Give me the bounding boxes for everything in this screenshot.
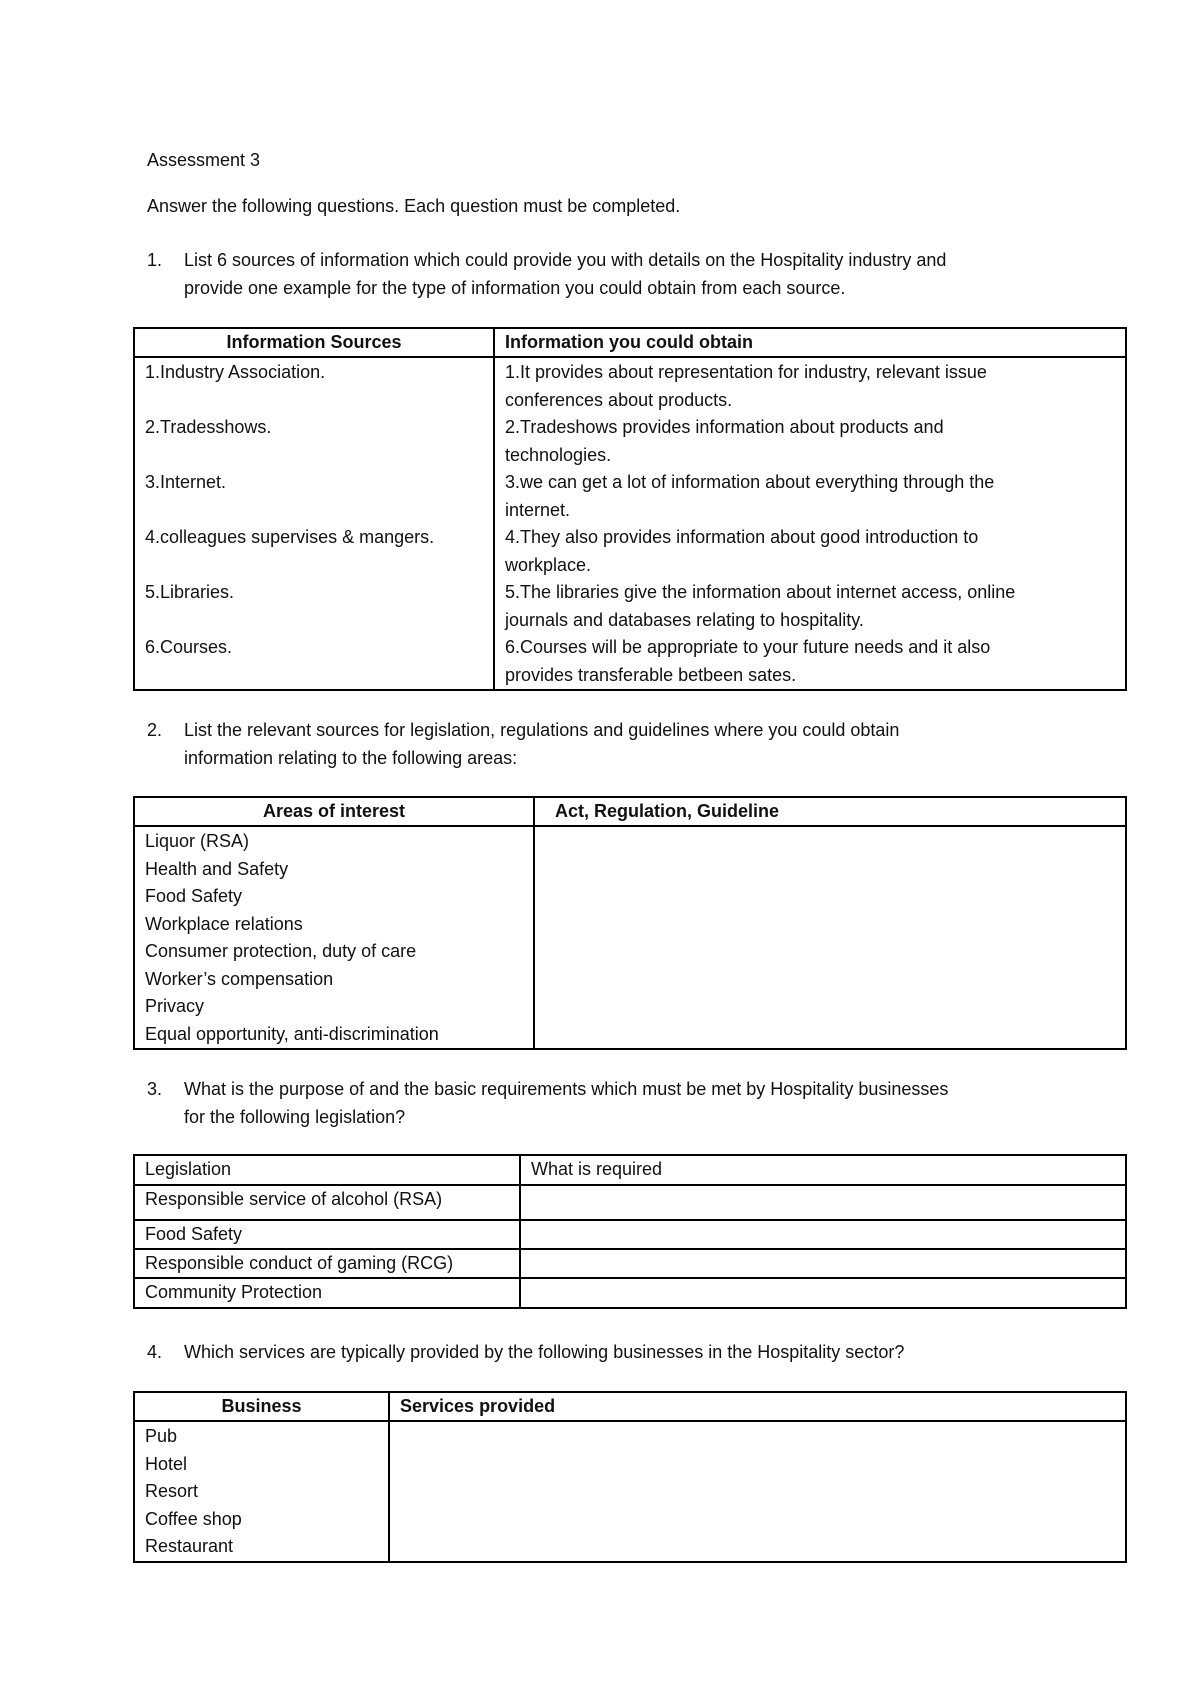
info-line: journals and databases relating to hospitality. — [505, 609, 864, 630]
header-areas-of-interest: Areas of interest — [134, 797, 534, 826]
source-item: 3.Internet. — [145, 472, 227, 492]
table-row — [134, 1249, 1126, 1278]
info-line: provides transferable betbeen sates. — [505, 664, 797, 685]
info-line: 5.The libraries give the information about internet access, online — [505, 582, 1016, 602]
question-3-text-line2: for the following legislation? — [184, 1107, 406, 1127]
question-2-text-line1: List the relevant sources for legislation, regulations and guidelines where you could obtain — [184, 720, 900, 740]
table-header-row — [134, 1392, 1126, 1421]
question-3-text-line1: What is the purpose of and the basic requirements which must be met by Hospitality businesses — [184, 1079, 949, 1099]
info-line: technologies. — [505, 444, 612, 465]
header-legislation: Legislation — [134, 1155, 520, 1185]
header-act-regulation: Act, Regulation, Guideline — [534, 797, 1126, 826]
table-row — [134, 826, 1126, 1049]
legislation-cell: Responsible service of alcohol (RSA) — [134, 1185, 520, 1220]
business-item: Restaurant — [145, 1536, 234, 1556]
table-header-row — [134, 797, 1126, 826]
area-item: Workplace relations — [145, 913, 303, 934]
area-item: Consumer protection, duty of care — [145, 941, 417, 961]
header-what-is-required: What is required — [520, 1155, 1126, 1185]
source-item: 2.Tradesshows. — [145, 417, 272, 437]
info-cell — [494, 357, 1126, 690]
area-item: Equal opportunity, anti-discrimination — [145, 1023, 439, 1044]
question-4-number: 4. — [147, 1342, 163, 1362]
requirement-answer-cell[interactable] — [520, 1278, 1126, 1308]
header-information-obtain: Information you could obtain — [494, 328, 1126, 357]
areas-cell — [134, 826, 534, 1049]
source-item: 1.Industry Association. — [145, 362, 326, 382]
info-line: 1.It provides about representation for industry, relevant issue — [505, 362, 987, 382]
act-regulation-answer-cell[interactable] — [534, 826, 1126, 1049]
header-information-sources: Information Sources — [134, 328, 494, 357]
requirement-answer-cell[interactable] — [520, 1185, 1126, 1220]
business-item: Hotel — [145, 1453, 188, 1474]
area-item: Privacy — [145, 996, 205, 1016]
header-services-provided: Services provided — [389, 1392, 1126, 1421]
table-header-row — [134, 328, 1126, 357]
business-item: Coffee shop — [145, 1508, 242, 1529]
table-areas-of-interest — [133, 796, 1127, 1050]
area-item: Health and Safety — [145, 858, 289, 879]
table-information-sources — [133, 327, 1127, 691]
legislation-cell: Community Protection — [134, 1278, 520, 1308]
table-header-row — [134, 1155, 1126, 1185]
info-line: internet. — [505, 499, 571, 520]
info-line: 6.Courses will be appropriate to your future needs and it also — [505, 637, 991, 657]
source-item: 4.colleagues supervises & mangers. — [145, 527, 435, 547]
services-answer-cell[interactable] — [389, 1421, 1126, 1562]
document-title: Assessment 3 — [147, 150, 261, 170]
source-spacer — [145, 497, 483, 525]
info-line: workplace. — [505, 554, 592, 575]
business-item: Resort — [145, 1481, 199, 1501]
question-2-number: 2. — [147, 720, 163, 740]
area-item: Worker’s compensation — [145, 968, 334, 989]
legislation-cell: Responsible conduct of gaming (RCG) — [134, 1249, 520, 1278]
instructions: Answer the following questions. Each question must be completed. — [147, 196, 681, 216]
info-line: conferences about products. — [505, 389, 733, 410]
sources-cell — [134, 357, 494, 690]
area-item: Liquor (RSA) — [145, 831, 250, 851]
business-item: Pub — [145, 1426, 178, 1446]
source-item: 5.Libraries. — [145, 582, 235, 602]
table-row — [134, 1278, 1126, 1308]
table-row — [134, 1220, 1126, 1249]
source-spacer — [145, 607, 483, 635]
question-1-text-line2: provide one example for the type of information you could obtain from each source. — [184, 278, 846, 298]
info-line: 2.Tradeshows provides information about products and — [505, 417, 944, 437]
question-2-text-line2: information relating to the following areas: — [184, 748, 518, 768]
question-4-text-line1: Which services are typically provided by the following businesses in the Hospitality sector? — [184, 1342, 905, 1362]
question-3-number: 3. — [147, 1079, 163, 1099]
question-1-number: 1. — [147, 250, 163, 270]
requirement-answer-cell[interactable] — [520, 1220, 1126, 1249]
table-businesses — [133, 1391, 1127, 1563]
info-line: 3.we can get a lot of information about everything through the — [505, 472, 995, 492]
source-item: 6.Courses. — [145, 637, 233, 657]
table-legislation — [133, 1154, 1127, 1309]
table-row — [134, 357, 1126, 690]
info-line: 4.They also provides information about good introduction to — [505, 527, 979, 547]
source-spacer — [145, 387, 483, 415]
source-spacer — [145, 552, 483, 580]
area-item: Food Safety — [145, 886, 243, 906]
table-row — [134, 1421, 1126, 1562]
header-business: Business — [134, 1392, 389, 1421]
legislation-cell: Food Safety — [134, 1220, 520, 1249]
question-1-text-line1: List 6 sources of information which could provide you with details on the Hospitality industry and — [184, 250, 947, 270]
table-row — [134, 1185, 1126, 1220]
requirement-answer-cell[interactable] — [520, 1249, 1126, 1278]
business-cell — [134, 1421, 389, 1562]
source-spacer — [145, 442, 483, 470]
